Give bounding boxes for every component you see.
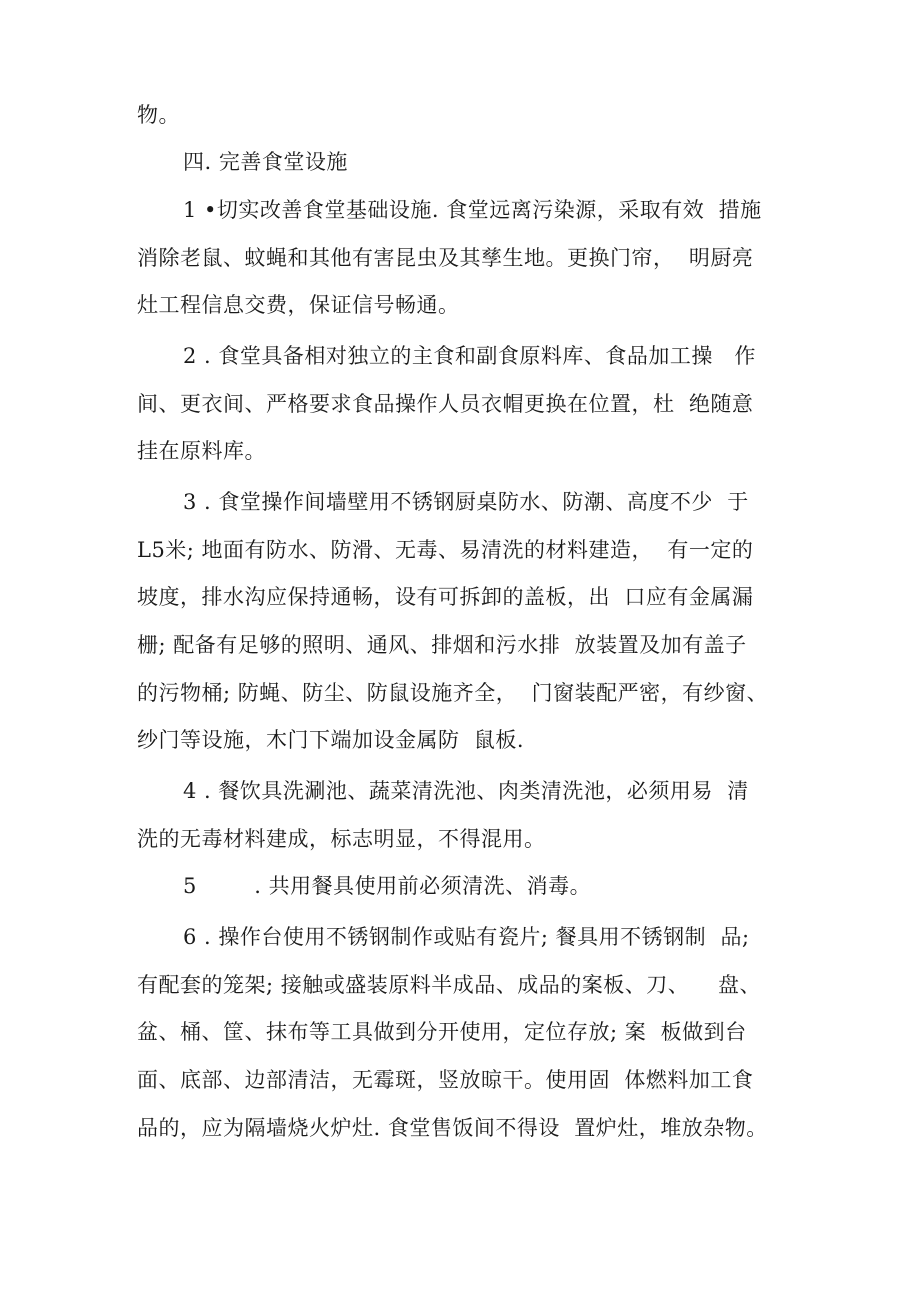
text-line-15: 4 . 餐饮具洗涮池、蔬菜清洗池、肉类清洗池，必须用易 清 xyxy=(183,779,749,803)
text-line-9: 3 . 食堂操作间墙壁用不锈钢厨桌防水、防潮、高度不少 于 xyxy=(183,490,749,514)
text-line-21: 面、底部、边部清洁，无霉斑，竖放晾干。使用固 体燃料加工食 xyxy=(137,1068,754,1092)
text-line-17: 5 . 共用餐具使用前必须清洗、消毒。 xyxy=(183,874,592,898)
text-line-3: 1 •切实改善食堂基础设施. 食堂远离污染源，采取有效 措施 xyxy=(183,198,762,222)
text-line-4: 消除老鼠、蚊蝇和其他有害昆虫及其孳生地。更换门帘， 明厨亮 xyxy=(137,246,754,270)
section-heading: 四. 完善食堂设施 xyxy=(183,150,348,174)
text-line-13: 的污物桶; 防蝇、防尘、防鼠设施齐全， 门窗装配严密，有纱窗、 xyxy=(137,681,769,705)
text-line-22: 品的，应为隔墙烧火炉灶. 食堂售饭间不得设 置炉灶，堆放杂物。 xyxy=(137,1116,768,1140)
text-line-7: 间、更衣间、严格要求食品操作人员衣帽更换在位置，杜 绝随意 xyxy=(137,392,754,416)
text-line-1: 物。 xyxy=(137,103,180,127)
text-line-19: 有配套的笼架; 接触或盛装原料半成品、成品的案板、刀、 盘、 xyxy=(137,973,761,997)
text-line-5: 灶工程信息交费，保证信号畅通。 xyxy=(137,293,460,317)
text-line-14: 纱门等设施，木门下端加设金属防 鼠板. xyxy=(137,728,525,752)
text-line-20: 盆、桶、筐、抹布等工具做到分开使用，定位存放; 案 板做到台 xyxy=(137,1020,747,1044)
text-line-11: 坡度，排水沟应保持通畅，设有可拆卸的盖板，出 口应有金属漏 xyxy=(137,585,754,609)
text-line-12: 栅; 配备有足够的照明、通风、排烟和污水排 放装置及加有盖子 xyxy=(137,633,747,657)
text-line-6: 2 . 食堂具备相对独立的主食和副食原料库、食品加工操 作 xyxy=(183,344,756,368)
text-line-18: 6 . 操作台使用不锈钢制作或贴有瓷片; 餐具用不锈钢制 品; xyxy=(183,925,750,949)
text-line-8: 挂在原料库。 xyxy=(137,439,266,463)
text-line-10: L5米; 地面有防水、防滑、无毒、易清洗的材料建造， 有一定的 xyxy=(137,538,754,562)
text-line-16: 洗的无毒材料建成，标志明显，不得混用。 xyxy=(137,827,546,851)
